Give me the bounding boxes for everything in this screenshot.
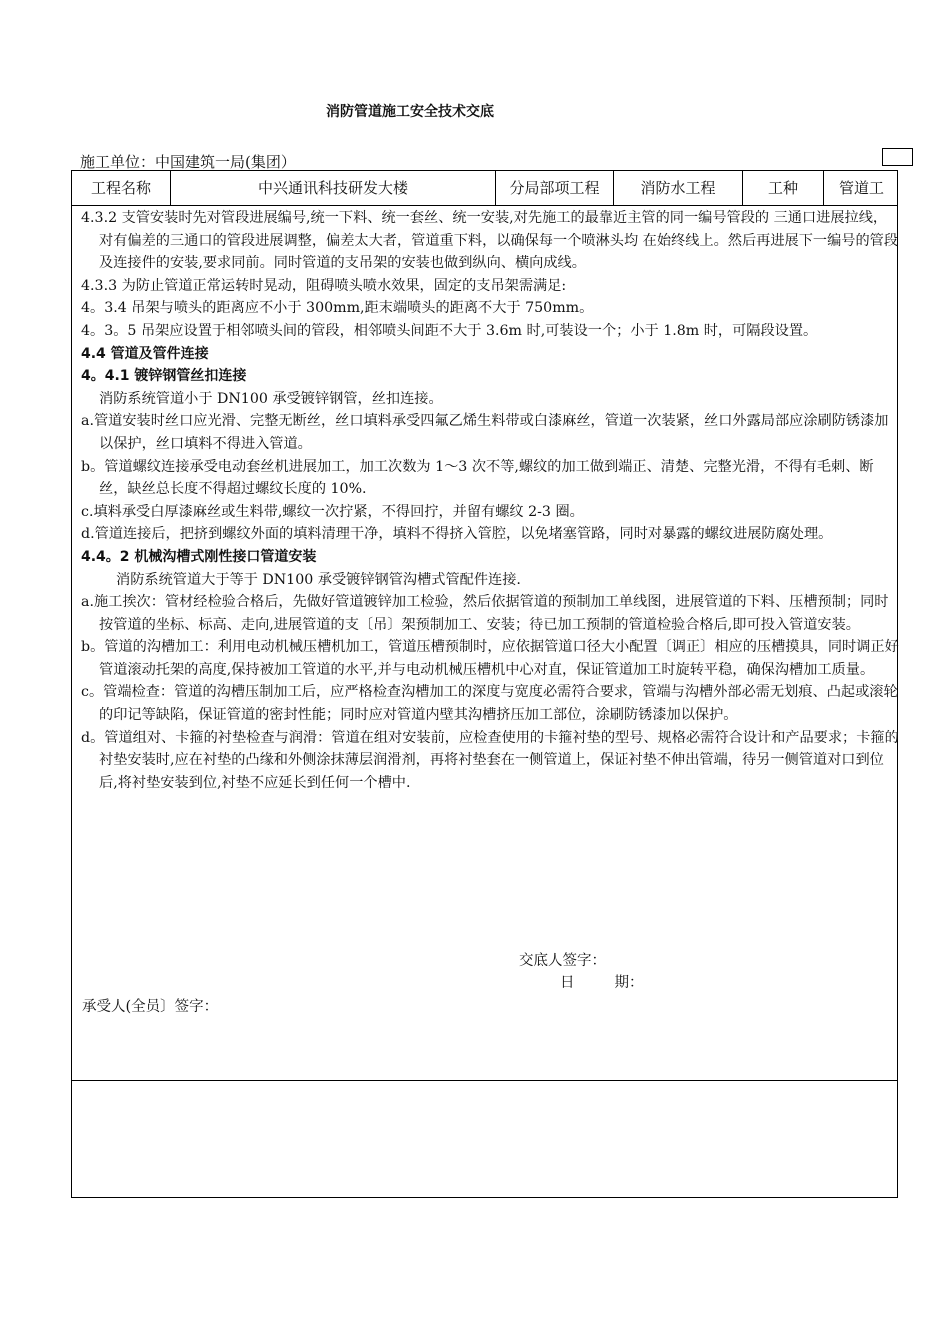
paragraph-4-3-3: 4.3.3 为防止管道正常运转时晃动，阻碍喷头喷水效果，固定的支吊架需满足:: [81, 277, 567, 294]
disclosure-content: [81, 207, 899, 794]
receiver-signature-label: 承受人(全员〕签字：: [82, 999, 219, 1015]
discloser-signature-label: 交底人签字：: [519, 953, 606, 969]
item-b-groove: b。管道的沟槽加工：利用电动机械压槽机加工，管道压槽预制时，应依据管道口径大小配置〔调正〕相应的压槽摸具，同时调正好管道滚动托架的高度,保持被加工管道的水平,并与电动机械压槽机中心对直，保证管道加工时旋转平稳，确保沟槽加工质量。: [81, 639, 899, 678]
header-row: [72, 171, 897, 206]
item-a-threading: a.管道安装时丝口应光滑、完整无断丝，丝口填料承受四氟乙烯生料带或白漆麻丝，管道一次装紧，丝口外露局部应涂刷防锈漆加以保护，丝口填料不得进入管道。: [81, 413, 889, 452]
paragraph-4-3-2: 4.3.2 支管安装时先对管段进展编号,统一下料、统一套丝、统一安装,对先施工的最靠近主管的同一编号管段的 三通口进展拉线，对有偏差的三通口的管段进展调整，偏差太大者，管道重下料，以确保每一个喷淋头均 在始终线上。然后再进展下一编号的管段及连接件的安装,要求同前。同时管道的支吊架的安装也做到纵向、横向成线。: [81, 210, 899, 272]
paragraph-4-3-4: 4。3.4 吊架与喷头的距离应不小于 300mm,距末端喷头的距离不大于 750mm。: [81, 300, 594, 317]
page-number-box: [882, 148, 913, 166]
disclosure-form: [71, 170, 898, 1198]
date-label: [560, 971, 644, 992]
paragraph-galvanized-intro: 消防系统管道小于 DN100 承受镀锌钢管，丝扣连接。: [99, 390, 443, 407]
item-d-threading: d.管道连接后，把挤到螺纹外面的填料清理干净，填料不得挤入管腔，以免堵塞管路，同时对暴露的螺纹进展防腐处理。: [81, 526, 833, 543]
project-name-value: 中兴通讯科技研发大楼: [171, 171, 496, 205]
item-c-threading: c.填料承受白厚漆麻丝或生料带,螺纹一次拧紧，不得回拧，并留有螺纹 2-3 圈。: [81, 503, 584, 520]
trade-label: 工种: [743, 171, 824, 205]
project-name-label: 工程名称: [72, 171, 171, 205]
item-d-groove: d。管道组对、卡箍的衬垫检查与润滑：管道在组对安装前，应检查使用的卡箍衬垫的型号、规格必需符合设计和产品要求；卡箍的衬垫安装时,应在衬垫的凸缘和外侧涂抹薄层润滑剂，再将衬垫套在一侧管道上，保证衬垫不伸出管端，待另一侧管道对口到位后,将衬垫安装到位,衬垫不应延长到任何一个槽中.: [81, 729, 899, 791]
subproject-value: 消防水工程: [614, 171, 743, 205]
trade-value: 管道工: [838, 179, 884, 197]
date-label-b: 期：: [614, 975, 644, 991]
signature-divider: [72, 1080, 897, 1081]
item-b-threading: b。管道螺纹连接承受电动套丝机进展加工，加工次数为 1～3 次不等,螺纹的加工做到端正、清楚、完整光滑，不得有毛刺、断丝，缺丝总长度不得超过螺纹长度的 10%.: [81, 458, 874, 498]
heading-4-4: 4.4 管道及管件连接: [81, 345, 209, 362]
subproject-label: 分局部项工程: [496, 171, 614, 205]
paragraph-4-3-5: 4。3。5 吊架应设置于相邻喷头间的管段，相邻喷头间距不大于 3.6m 时,可装设一个；小于 1.8m 时，可隔段设置。: [81, 322, 818, 339]
document-title: 消防管道施工安全技术交底: [326, 104, 494, 120]
date-label-a: 日: [560, 975, 575, 991]
item-a-groove: a.施工挨次：管材经检验合格后，先做好管道镀锌加工检验，然后依据管道的预制加工单线图，进展管道的下料、压槽预制；同时按管道的坐标、标高、走向,进展管道的支〔吊〕架预制加工、安装；待已加工预制的管道检验合格后,即可投入管道安装。: [81, 594, 889, 633]
construction-unit: 施工单位：中国建筑一局(集团）: [80, 153, 296, 171]
item-c-groove: c。管端检查：管道的沟槽压制加工后，应严格检查沟槽加工的深度与宽度必需符合要求，管端与沟槽外部必需无划痕、凸起或滚轮的印记等缺陷，保证管道的密封性能；同时应对管道内壁其沟槽挤压加工部位，涂刷防锈漆加以保护。: [81, 684, 898, 724]
paragraph-groove-intro: 消防系统管道大于等于 DN100 承受镀锌钢管沟槽式管配件连接.: [116, 571, 521, 588]
heading-4-4-2: 4.4。2 机械沟槽式刚性接口管道安装: [81, 548, 317, 565]
heading-4-4-1: 4。4.1 镀锌钢管丝扣连接: [81, 368, 247, 385]
